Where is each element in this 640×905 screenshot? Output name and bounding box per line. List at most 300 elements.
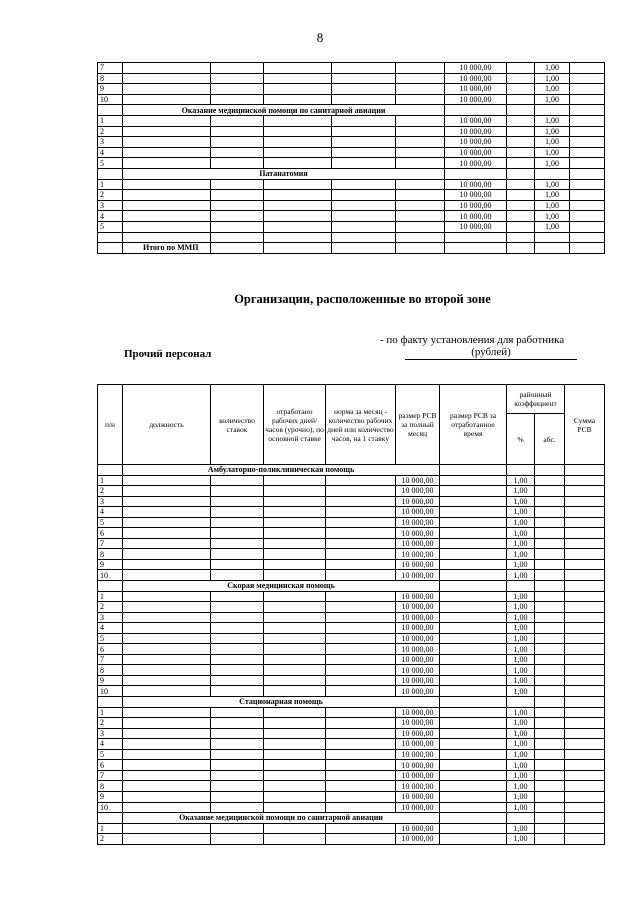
empty-cell bbox=[535, 823, 565, 834]
empty-cell bbox=[565, 834, 605, 845]
empty-cell bbox=[264, 802, 326, 813]
empty-cell bbox=[565, 496, 605, 507]
empty-cell bbox=[98, 697, 123, 708]
table-row bbox=[98, 221, 605, 232]
empty-cell bbox=[211, 243, 264, 254]
table-row bbox=[98, 559, 605, 570]
rsv-full-cell: 10 000,00 bbox=[396, 781, 440, 792]
empty-cell bbox=[332, 63, 396, 74]
row-number: 1 bbox=[98, 591, 123, 602]
header-rates: количество ставок bbox=[211, 385, 264, 465]
empty-cell bbox=[440, 570, 507, 581]
section-row bbox=[98, 105, 605, 116]
empty-cell bbox=[264, 686, 326, 697]
empty-cell bbox=[565, 802, 605, 813]
empty-cell bbox=[535, 475, 565, 486]
empty-cell bbox=[396, 94, 445, 105]
empty-cell bbox=[332, 232, 396, 243]
empty-cell bbox=[535, 517, 565, 528]
empty-cell bbox=[211, 654, 264, 665]
table-row bbox=[98, 84, 605, 95]
empty-cell bbox=[264, 591, 326, 602]
empty-cell bbox=[440, 475, 507, 486]
empty-cell bbox=[332, 126, 396, 137]
empty-cell bbox=[507, 232, 535, 243]
rsv-full-cell: 10 000,00 bbox=[445, 73, 507, 84]
empty-cell bbox=[396, 137, 445, 148]
empty-cell bbox=[440, 675, 507, 686]
empty-cell bbox=[123, 179, 211, 190]
empty-cell bbox=[535, 105, 570, 116]
empty-cell bbox=[507, 581, 535, 592]
empty-cell bbox=[565, 465, 605, 476]
empty-cell bbox=[264, 115, 332, 126]
empty-cell bbox=[570, 126, 605, 137]
rsv-full-cell: 10 000,00 bbox=[396, 486, 440, 497]
table-row bbox=[98, 115, 605, 126]
coef-percent-cell: 1,00 bbox=[507, 517, 535, 528]
coef-percent-cell: 1,00 bbox=[535, 200, 570, 211]
empty-cell bbox=[535, 675, 565, 686]
empty-cell bbox=[123, 760, 211, 771]
empty-cell bbox=[264, 675, 326, 686]
empty-cell bbox=[535, 465, 565, 476]
table-row bbox=[98, 517, 605, 528]
rsv-full-cell: 10 000,00 bbox=[445, 126, 507, 137]
empty-cell bbox=[565, 739, 605, 750]
empty-cell bbox=[565, 760, 605, 771]
empty-cell bbox=[565, 781, 605, 792]
total-label: Итого по ММП bbox=[123, 243, 211, 254]
coef-percent-cell: 1,00 bbox=[507, 654, 535, 665]
empty-cell bbox=[535, 602, 565, 613]
table-row bbox=[98, 707, 605, 718]
empty-cell bbox=[332, 179, 396, 190]
empty-cell bbox=[98, 168, 123, 179]
table-row bbox=[98, 686, 605, 697]
empty-cell bbox=[211, 644, 264, 655]
row-number: 8 bbox=[98, 781, 123, 792]
empty-cell bbox=[570, 137, 605, 148]
empty-cell bbox=[332, 243, 396, 254]
rsv-full-cell: 10 000,00 bbox=[396, 760, 440, 771]
empty-cell bbox=[396, 84, 445, 95]
row-number: 3 bbox=[98, 200, 123, 211]
table-row bbox=[98, 749, 605, 760]
empty-cell bbox=[264, 781, 326, 792]
empty-cell bbox=[123, 612, 211, 623]
table-row bbox=[98, 591, 605, 602]
empty-cell bbox=[570, 105, 605, 116]
coef-percent-cell: 1,00 bbox=[507, 823, 535, 834]
row-number: 4 bbox=[98, 211, 123, 222]
empty-cell bbox=[326, 602, 396, 613]
empty-cell bbox=[211, 190, 264, 201]
empty-cell bbox=[123, 84, 211, 95]
empty-cell bbox=[440, 465, 507, 476]
empty-cell bbox=[535, 781, 565, 792]
empty-cell bbox=[326, 686, 396, 697]
rsv-full-cell: 10 000,00 bbox=[396, 623, 440, 634]
empty-cell bbox=[326, 623, 396, 634]
empty-cell bbox=[123, 570, 211, 581]
empty-cell bbox=[211, 802, 264, 813]
empty-cell bbox=[507, 211, 535, 222]
empty-cell bbox=[264, 644, 326, 655]
row-number: 2 bbox=[98, 486, 123, 497]
empty-cell bbox=[326, 718, 396, 729]
empty-cell bbox=[264, 475, 326, 486]
row-number: 6 bbox=[98, 644, 123, 655]
empty-cell bbox=[565, 528, 605, 539]
empty-cell bbox=[264, 190, 332, 201]
empty-cell bbox=[535, 538, 565, 549]
empty-cell bbox=[507, 147, 535, 158]
coef-percent-cell: 1,00 bbox=[535, 190, 570, 201]
empty-cell bbox=[264, 570, 326, 581]
empty-cell bbox=[264, 665, 326, 676]
empty-cell bbox=[264, 823, 326, 834]
empty-cell bbox=[123, 770, 211, 781]
empty-cell bbox=[326, 665, 396, 676]
table-row bbox=[98, 623, 605, 634]
top-salary-table bbox=[97, 62, 605, 254]
table-row bbox=[98, 654, 605, 665]
header-position: должность bbox=[123, 385, 211, 465]
table-row bbox=[98, 94, 605, 105]
empty-cell bbox=[570, 200, 605, 211]
rsv-full-cell: 10 000,00 bbox=[445, 221, 507, 232]
rsv-full-cell: 10 000,00 bbox=[445, 137, 507, 148]
unit-note: (рублей) bbox=[405, 346, 577, 360]
row-number: 3 bbox=[98, 612, 123, 623]
empty-cell bbox=[211, 528, 264, 539]
empty-cell bbox=[565, 686, 605, 697]
empty-cell bbox=[264, 507, 326, 518]
section-row bbox=[98, 168, 605, 179]
empty-cell bbox=[326, 644, 396, 655]
rsv-full-cell: 10 000,00 bbox=[396, 591, 440, 602]
empty-cell bbox=[445, 168, 507, 179]
empty-cell bbox=[535, 549, 565, 560]
empty-cell bbox=[507, 465, 535, 476]
empty-cell bbox=[570, 232, 605, 243]
row-number: 5 bbox=[98, 749, 123, 760]
row-number: 10 bbox=[98, 686, 123, 697]
empty-cell bbox=[507, 697, 535, 708]
empty-cell bbox=[507, 94, 535, 105]
empty-cell bbox=[326, 538, 396, 549]
rsv-full-cell: 10 000,00 bbox=[445, 84, 507, 95]
empty-cell bbox=[440, 760, 507, 771]
empty-cell bbox=[440, 496, 507, 507]
empty-cell bbox=[507, 200, 535, 211]
coef-percent-cell: 1,00 bbox=[507, 665, 535, 676]
empty-cell bbox=[565, 770, 605, 781]
empty-cell bbox=[535, 718, 565, 729]
empty-cell bbox=[264, 728, 326, 739]
empty-cell bbox=[507, 243, 535, 254]
coef-percent-cell: 1,00 bbox=[507, 707, 535, 718]
empty-cell bbox=[440, 528, 507, 539]
empty-cell bbox=[123, 190, 211, 201]
row-number: 7 bbox=[98, 654, 123, 665]
rsv-full-cell: 10 000,00 bbox=[445, 158, 507, 169]
coef-percent-cell: 1,00 bbox=[507, 486, 535, 497]
table-row bbox=[98, 147, 605, 158]
empty-cell bbox=[326, 654, 396, 665]
row-number: 8 bbox=[98, 665, 123, 676]
zone-title: Организации, расположенные во второй зоне bbox=[234, 292, 491, 306]
empty-cell bbox=[123, 644, 211, 655]
empty-cell bbox=[440, 559, 507, 570]
header-worked: отработано рабочих дней/ часов (урочно), по основной ставке bbox=[264, 385, 326, 465]
empty-cell bbox=[211, 126, 264, 137]
table-row bbox=[98, 823, 605, 834]
empty-cell bbox=[440, 591, 507, 602]
section-title: Стационарная помощь bbox=[123, 697, 440, 708]
table-row bbox=[98, 486, 605, 497]
empty-cell bbox=[445, 232, 507, 243]
row-number: 9 bbox=[98, 791, 123, 802]
header-num: п/н bbox=[98, 385, 123, 465]
empty-cell bbox=[123, 475, 211, 486]
empty-cell bbox=[440, 549, 507, 560]
empty-cell bbox=[123, 718, 211, 729]
row-number: 1 bbox=[98, 115, 123, 126]
empty-cell bbox=[565, 559, 605, 570]
empty-cell bbox=[211, 707, 264, 718]
empty-cell bbox=[326, 549, 396, 560]
table-row bbox=[98, 739, 605, 750]
header-percent: % bbox=[507, 414, 535, 465]
empty-cell bbox=[211, 728, 264, 739]
table-row bbox=[98, 612, 605, 623]
empty-cell bbox=[211, 739, 264, 750]
rsv-full-cell: 10 000,00 bbox=[445, 179, 507, 190]
empty-cell bbox=[570, 211, 605, 222]
empty-cell bbox=[507, 73, 535, 84]
empty-cell bbox=[211, 591, 264, 602]
coef-percent-cell: 1,00 bbox=[507, 549, 535, 560]
rsv-full-cell: 10 000,00 bbox=[445, 190, 507, 201]
rsv-full-cell: 10 000,00 bbox=[396, 612, 440, 623]
empty-cell bbox=[535, 507, 565, 518]
empty-cell bbox=[264, 232, 332, 243]
empty-cell bbox=[507, 137, 535, 148]
empty-cell bbox=[123, 517, 211, 528]
empty-cell bbox=[211, 749, 264, 760]
empty-cell bbox=[211, 486, 264, 497]
coef-percent-cell: 1,00 bbox=[535, 147, 570, 158]
row-number: 4 bbox=[98, 739, 123, 750]
table-row bbox=[98, 507, 605, 518]
rsv-full-cell: 10 000,00 bbox=[396, 834, 440, 845]
section-title: Оказание медицинской помощи по санитарной авиации bbox=[123, 813, 440, 824]
empty-cell bbox=[507, 813, 535, 824]
coef-percent-cell: 1,00 bbox=[535, 211, 570, 222]
empty-cell bbox=[570, 115, 605, 126]
empty-cell bbox=[123, 73, 211, 84]
coef-percent-cell: 1,00 bbox=[507, 538, 535, 549]
empty-cell bbox=[211, 232, 264, 243]
empty-cell bbox=[565, 549, 605, 560]
empty-cell bbox=[570, 243, 605, 254]
empty-cell bbox=[535, 243, 570, 254]
empty-cell bbox=[326, 791, 396, 802]
empty-cell bbox=[264, 221, 332, 232]
page-number: 8 bbox=[316, 30, 324, 45]
empty-cell bbox=[264, 834, 326, 845]
rsv-full-cell: 10 000,00 bbox=[396, 770, 440, 781]
coef-percent-cell: 1,00 bbox=[535, 158, 570, 169]
empty-cell bbox=[565, 823, 605, 834]
empty-cell bbox=[211, 158, 264, 169]
empty-cell bbox=[326, 559, 396, 570]
empty-cell bbox=[123, 834, 211, 845]
empty-cell bbox=[123, 221, 211, 232]
table-row bbox=[98, 728, 605, 739]
empty-cell bbox=[440, 770, 507, 781]
empty-cell bbox=[332, 137, 396, 148]
empty-cell bbox=[332, 221, 396, 232]
empty-cell bbox=[565, 675, 605, 686]
coef-percent-cell: 1,00 bbox=[507, 781, 535, 792]
empty-cell bbox=[535, 791, 565, 802]
empty-cell bbox=[264, 718, 326, 729]
table-row bbox=[98, 73, 605, 84]
empty-cell bbox=[123, 802, 211, 813]
empty-cell bbox=[264, 486, 326, 497]
empty-cell bbox=[211, 94, 264, 105]
empty-cell bbox=[440, 581, 507, 592]
empty-cell bbox=[264, 200, 332, 211]
empty-cell bbox=[211, 517, 264, 528]
empty-cell bbox=[570, 147, 605, 158]
empty-cell bbox=[396, 115, 445, 126]
empty-cell bbox=[440, 781, 507, 792]
empty-cell bbox=[211, 834, 264, 845]
empty-cell bbox=[396, 63, 445, 74]
table-row bbox=[98, 760, 605, 771]
empty-cell bbox=[396, 243, 445, 254]
empty-cell bbox=[565, 517, 605, 528]
row-number: 10 bbox=[98, 570, 123, 581]
empty-cell bbox=[440, 654, 507, 665]
rsv-full-cell: 10 000,00 bbox=[396, 559, 440, 570]
coef-percent-cell: 1,00 bbox=[507, 528, 535, 539]
empty-cell bbox=[565, 644, 605, 655]
empty-row bbox=[98, 232, 605, 243]
empty-cell bbox=[396, 147, 445, 158]
coef-percent-cell: 1,00 bbox=[535, 73, 570, 84]
empty-cell bbox=[123, 602, 211, 613]
empty-cell bbox=[507, 126, 535, 137]
empty-cell bbox=[123, 559, 211, 570]
empty-cell bbox=[507, 63, 535, 74]
rsv-full-cell: 10 000,00 bbox=[396, 728, 440, 739]
header-row bbox=[98, 385, 605, 414]
table-row bbox=[98, 633, 605, 644]
empty-cell bbox=[535, 707, 565, 718]
empty-cell bbox=[326, 823, 396, 834]
empty-cell bbox=[211, 147, 264, 158]
coef-percent-cell: 1,00 bbox=[507, 559, 535, 570]
empty-cell bbox=[565, 665, 605, 676]
empty-cell bbox=[211, 507, 264, 518]
coef-percent-cell: 1,00 bbox=[507, 834, 535, 845]
empty-cell bbox=[440, 633, 507, 644]
empty-cell bbox=[326, 770, 396, 781]
empty-cell bbox=[211, 559, 264, 570]
row-number: 1 bbox=[98, 179, 123, 190]
coef-percent-cell: 1,00 bbox=[507, 570, 535, 581]
empty-cell bbox=[211, 791, 264, 802]
empty-cell bbox=[570, 73, 605, 84]
empty-cell bbox=[264, 211, 332, 222]
row-number: 1 bbox=[98, 823, 123, 834]
empty-cell bbox=[123, 137, 211, 148]
empty-cell bbox=[211, 823, 264, 834]
empty-cell bbox=[440, 602, 507, 613]
empty-cell bbox=[535, 486, 565, 497]
coef-percent-cell: 1,00 bbox=[507, 749, 535, 760]
row-number: 6 bbox=[98, 760, 123, 771]
empty-cell bbox=[326, 528, 396, 539]
row-number: 8 bbox=[98, 73, 123, 84]
rsv-full-cell: 10 000,00 bbox=[396, 654, 440, 665]
rsv-full-cell: 10 000,00 bbox=[396, 686, 440, 697]
empty-cell bbox=[440, 507, 507, 518]
table-row bbox=[98, 570, 605, 581]
empty-cell bbox=[211, 137, 264, 148]
coef-percent-cell: 1,00 bbox=[507, 475, 535, 486]
empty-cell bbox=[570, 94, 605, 105]
empty-cell bbox=[507, 105, 535, 116]
empty-cell bbox=[440, 623, 507, 634]
empty-cell bbox=[123, 749, 211, 760]
empty-cell bbox=[565, 602, 605, 613]
empty-cell bbox=[565, 697, 605, 708]
empty-cell bbox=[440, 612, 507, 623]
empty-cell bbox=[507, 221, 535, 232]
empty-cell bbox=[211, 475, 264, 486]
rsv-full-cell: 10 000,00 bbox=[396, 549, 440, 560]
coef-percent-cell: 1,00 bbox=[507, 675, 535, 686]
empty-cell bbox=[326, 749, 396, 760]
empty-cell bbox=[396, 73, 445, 84]
empty-cell bbox=[396, 190, 445, 201]
empty-cell bbox=[440, 486, 507, 497]
empty-cell bbox=[211, 760, 264, 771]
row-number: 1 bbox=[98, 475, 123, 486]
empty-cell bbox=[264, 612, 326, 623]
empty-cell bbox=[440, 802, 507, 813]
empty-cell bbox=[211, 633, 264, 644]
empty-cell bbox=[565, 591, 605, 602]
empty-cell bbox=[326, 633, 396, 644]
empty-cell bbox=[123, 126, 211, 137]
empty-cell bbox=[565, 507, 605, 518]
rsv-full-cell: 10 000,00 bbox=[396, 749, 440, 760]
empty-cell bbox=[123, 781, 211, 792]
rsv-full-cell: 10 000,00 bbox=[396, 665, 440, 676]
table-row bbox=[98, 644, 605, 655]
empty-cell bbox=[396, 232, 445, 243]
empty-cell bbox=[264, 770, 326, 781]
empty-cell bbox=[211, 770, 264, 781]
empty-cell bbox=[440, 686, 507, 697]
